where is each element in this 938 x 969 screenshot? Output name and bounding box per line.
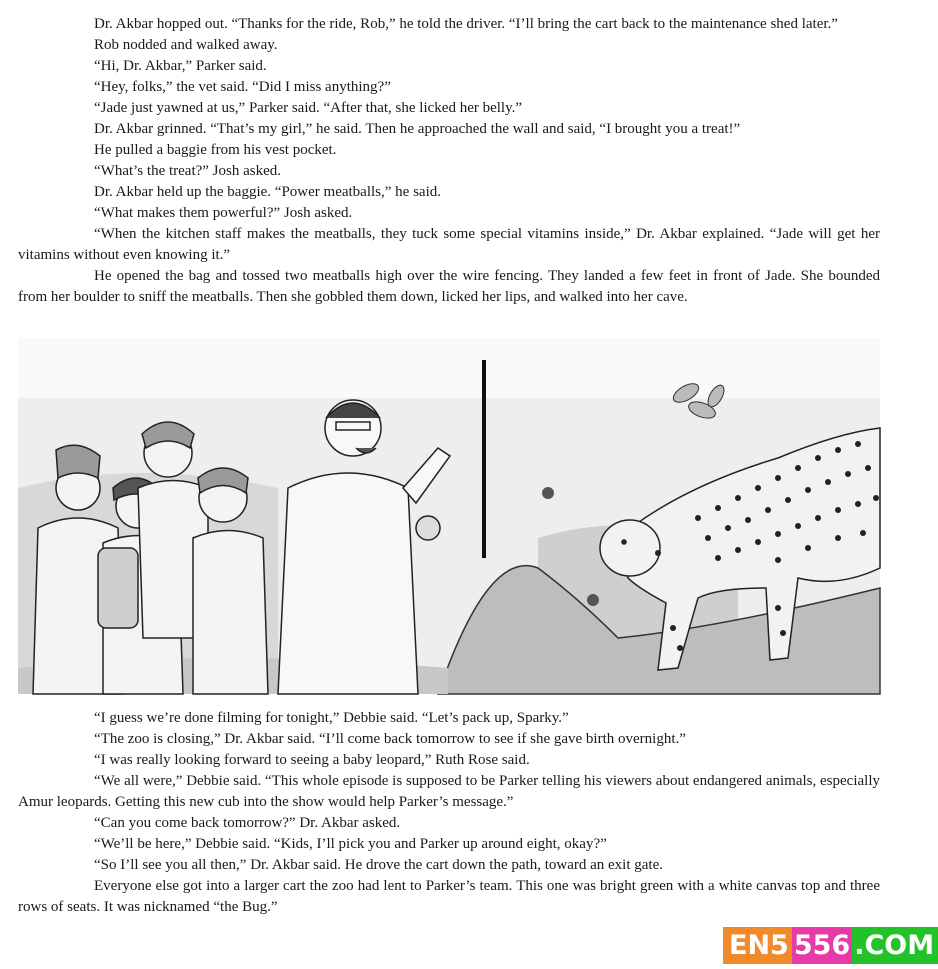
watermark-part: .COM	[852, 927, 938, 964]
site-watermark	[723, 927, 938, 964]
paragraph: “I guess we’re done filming for tonight,” Debbie said. “Let’s pack up, Sparky.”	[94, 710, 569, 726]
paragraph: “We all were,” Debbie said. “This whole episode is supposed to be Parker telling his viewers about endangered animals, especially Amur leopards. Getting this new cub into the show would help Parker’s message.”	[18, 773, 880, 810]
top-text-block	[18, 14, 880, 308]
paragraph: “Jade just yawned at us,” Parker said. “After that, she licked her belly.”	[94, 100, 523, 116]
watermark-part: 556	[792, 927, 852, 964]
paragraph: Dr. Akbar hopped out. “Thanks for the ride, Rob,” he told the driver. “I’ll bring the cart back to the maintenance shed later.”	[94, 16, 838, 32]
paragraph: “Can you come back tomorrow?” Dr. Akbar asked.	[94, 815, 401, 831]
paragraph: “I was really looking forward to seeing a baby leopard,” Ruth Rose said.	[94, 752, 530, 768]
paragraph: He pulled a baggie from his vest pocket.	[94, 142, 337, 158]
paragraph: Dr. Akbar grinned. “That’s my girl,” he said. Then he approached the wall and said, “I brought you a treat!”	[94, 121, 741, 137]
paragraph: “The zoo is closing,” Dr. Akbar said. “I’ll come back tomorrow to see if she gave birth overnight.”	[94, 731, 686, 747]
paragraph: Everyone else got into a larger cart the zoo had lent to Parker’s team. This one was bright green with a white canvas top and three rows of seats. It was nicknamed “the Bug.”	[18, 878, 880, 915]
paragraph: Rob nodded and walked away.	[94, 37, 278, 53]
paragraph: “What’s the treat?” Josh asked.	[94, 163, 282, 179]
paragraph: “We’ll be here,” Debbie said. “Kids, I’ll pick you and Parker up around eight, okay?”	[94, 836, 607, 852]
meatball	[542, 487, 554, 499]
paragraph: “When the kitchen staff makes the meatballs, they tuck some special vitamins inside,” Dr. Akbar explained. “Jade will get her vitamins without even knowing it.”	[18, 226, 880, 263]
bottom-text-block	[18, 708, 880, 918]
story-illustration	[18, 338, 880, 694]
watermark-part: EN5	[723, 927, 792, 964]
paragraph: Dr. Akbar held up the baggie. “Power meatballs,” he said.	[94, 184, 441, 200]
paragraph: “Hey, folks,” the vet said. “Did I miss anything?”	[94, 79, 391, 95]
paragraph: “Hi, Dr. Akbar,” Parker said.	[94, 58, 267, 74]
illustration-drawing	[18, 338, 880, 694]
paragraph: “So I’ll see you all then,” Dr. Akbar said. He drove the cart down the path, toward an exit gate.	[94, 857, 663, 873]
meatball	[587, 594, 599, 606]
paragraph: “What makes them powerful?” Josh asked.	[94, 205, 353, 221]
paragraph: He opened the bag and tossed two meatballs high over the wire fencing. They landed a few feet in front of Jade. She bounded from her boulder to sniff the meatballs. Then she gobbled them down, licked her lips, and walked into her cave.	[18, 268, 880, 305]
